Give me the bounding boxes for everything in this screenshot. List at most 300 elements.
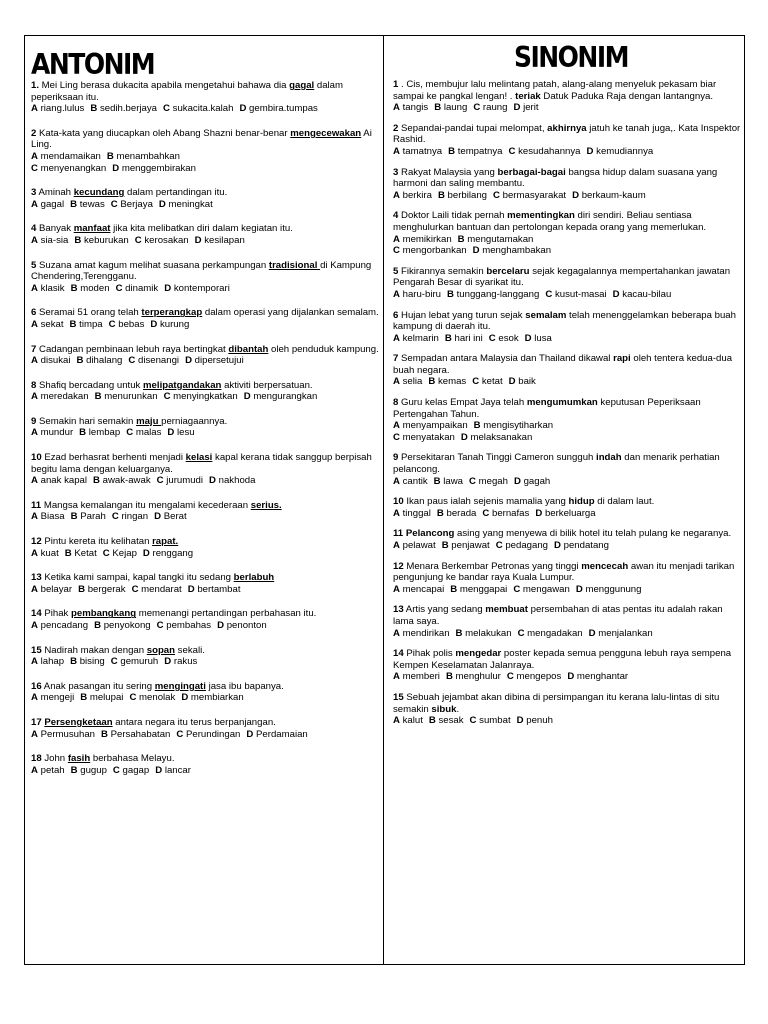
question-stem-end: poster kepada semua pengguna lebuh raya sempena Kempen Keselamatan Jalanraya. [393,648,732,671]
answer-option [135,235,189,246]
question-stem: Kata-kata yang diucapkan oleh Abang Shazni benar-benar [36,127,291,139]
option-text: bising [79,656,105,668]
option-text: mengisytiharkan [483,420,554,432]
question-stem-end: keputusan Peperiksaan Pertengahan Tahun. [393,397,701,420]
option-text: mengorbankan [402,245,467,257]
question-stem: Sebuah jejambat akan dibina di persimpangan itu kerana lalu-lintas di situ semakin [393,691,720,715]
answer-option [31,163,106,174]
sinonim-question [393,528,741,551]
question-stem: Banyak [36,223,74,235]
answer-option [576,584,642,595]
answer-option [458,234,534,245]
answer-option [244,391,318,402]
question-number: 14 [31,608,42,620]
answer-option [239,103,317,114]
antonim-question [31,753,379,776]
answer-option [181,692,243,703]
question-text [31,223,379,235]
answer-option [80,692,123,703]
option-letter: B [70,282,78,294]
option-letter: B [90,103,98,115]
option-letter: B [437,189,445,201]
option-letter: A [31,234,38,246]
option-letter: C [176,728,184,740]
question-text [393,648,741,671]
option-letter: A [31,198,38,210]
answer-option [434,102,467,113]
option-text: memikirkan [402,233,452,245]
question-number: 11 [31,499,42,511]
option-letter: A [393,583,400,595]
option-text: mundur [40,427,74,439]
option-text: mendamaikan [40,150,101,162]
question-stem-end: awan itu menjadi tarikan pengunjung ke bandar raya Kuala Lumpur. [393,560,735,584]
question-number: 10 [393,496,404,508]
sinonim-question [393,452,741,487]
answer-option [31,319,64,330]
option-text: Kejap [112,547,137,559]
option-text: penuh [526,715,553,727]
answer-options [31,355,379,367]
question-text [393,310,741,333]
answer-options [393,584,741,596]
option-text: bertambat [197,583,241,595]
answer-options [393,476,741,488]
option-text: menurunkan [104,391,158,403]
answer-option [31,355,70,366]
answer-options [31,729,379,741]
question-text [393,604,741,627]
option-letter: B [106,150,114,162]
keyword: melipatgandakan [143,379,222,391]
question-text [393,167,741,190]
option-letter: C [517,627,525,639]
option-text: menggembirakan [121,162,196,174]
question-number: 8 [393,397,399,409]
answer-options [393,420,741,432]
option-text: gagah [523,475,551,487]
option-text: penyokong [103,620,151,631]
question-text [31,500,379,512]
option-letter: A [393,288,400,300]
keyword: rapat. [152,536,179,548]
question-stem-end: jasa ibu bapanya. [205,680,284,692]
answer-option [509,146,581,157]
answer-options [31,511,379,523]
answer-options [393,102,741,114]
answer-option [111,656,158,667]
option-text: membiarkan [190,692,244,704]
question-stem: Suzana amat kagum melihat suasana perkampungan [36,259,269,271]
option-text: menambahkan [116,150,180,162]
option-text: baik [518,376,536,388]
option-text: pelawat [402,540,436,551]
option-letter: D [460,431,468,443]
answer-option [31,548,59,559]
answer-option [393,715,423,726]
answer-option [393,671,440,682]
question-number: 18 [31,753,42,765]
answer-option [445,333,483,344]
option-letter: D [185,355,192,367]
answer-option [587,146,654,157]
answer-options [393,715,741,727]
answer-option [31,765,65,776]
answer-options [393,376,741,388]
option-text: gembira.tumpas [249,103,318,115]
option-letter: B [428,376,436,388]
option-text: dinamik [125,282,159,294]
question-stem-end: antara negara itu terus berpanjangan. [112,716,276,728]
keyword: berbagai-bagai [497,166,566,178]
question-stem: Nadirah makan dengan [41,644,147,656]
keyword: dibantah [228,343,269,355]
answer-option [461,432,532,443]
question-stem-end: Ai Ling. [31,127,372,151]
option-letter: D [158,198,166,210]
option-text: lesu [177,427,195,439]
option-text: menggunung [585,583,642,595]
option-letter: C [102,547,110,559]
option-text: menolak [139,692,176,704]
option-text: riang.lulus [40,103,85,115]
option-letter: A [31,475,38,487]
option-letter: D [187,583,195,595]
answer-option [437,508,476,519]
answer-option [469,476,508,487]
option-text: kontemporari [173,282,230,294]
keyword: maju [136,415,162,427]
option-letter: D [612,288,620,300]
option-text: sumbat [479,715,511,727]
option-text: melaksanakan [470,431,533,443]
question-text [393,397,741,420]
worksheet-frame [24,35,745,965]
answer-option [157,475,203,486]
option-text: raung [482,102,508,114]
question-text [31,416,379,428]
antonim-question [31,500,379,523]
answer-option [157,620,211,631]
option-letter: A [31,728,38,740]
option-text: rakus [173,656,198,668]
option-text: menghulur [455,671,501,683]
answer-option [517,715,553,726]
question-number: 5 [393,265,399,277]
option-letter: A [393,102,400,114]
answer-option [70,319,103,330]
option-text: menyampaikan [402,420,468,432]
option-text: gagap [122,764,150,776]
question-number: 1. [31,80,40,91]
option-text: pedagang [505,540,548,551]
option-text: ketat [481,376,503,388]
keyword: sibuk [431,703,457,715]
answer-option [450,584,507,595]
question-stem-end: aktiviti berpersatuan. [221,379,313,391]
question-stem: . Cis, membujur lalu melintang patah, alang-alang menyeluk pekasam biar sampai ke pangkal lengan! . [393,79,717,102]
keyword: manfaat [73,223,111,235]
question-text [393,266,741,289]
question-stem-end: oleh penduduk kampung. [268,343,379,355]
keyword: mengingati [154,680,206,692]
question-stem-end: bangsa hidup dalam suasana yang harmoni dan saling membantu. [393,166,718,190]
answer-option [164,391,238,402]
question-stem: Ketika kami sampai, kapal tangki itu sedang [41,572,234,584]
option-letter: B [450,583,458,595]
answer-options [31,427,379,439]
question-number: 9 [393,452,399,464]
answer-option [154,511,187,522]
option-letter: C [508,145,516,157]
option-text: haru-biru [402,288,442,300]
antonim-question [31,645,379,668]
option-letter: A [31,103,38,115]
question-stem-end: dalam pertandingan itu. [124,187,228,199]
question-text [393,692,741,715]
question-stem-end: jika kita melibatkan diri dalam kegiatan itu. [110,223,293,235]
option-letter: D [209,475,216,487]
option-text: mengepos [516,671,562,683]
option-text: tunggang-langgang [456,288,540,300]
answer-option [71,283,110,294]
question-number: 3 [31,187,37,199]
option-text: laung [443,102,468,114]
option-letter: C [128,355,136,367]
question-stem-end: sekali. [175,644,205,656]
answer-option [434,476,463,487]
question-stem: Hujan lebat yang turun sejak [398,309,526,321]
option-letter: A [31,656,38,668]
question-stem: Sepandai-pandai tupai melompat, [398,122,548,134]
option-text: esok [498,332,519,344]
option-letter: C [31,162,38,174]
question-number: 6 [31,307,37,319]
option-letter: B [428,715,436,727]
answer-option [95,391,158,402]
antonim-question [31,452,379,487]
answer-option [217,620,267,631]
question-text [393,79,741,102]
answer-option [393,146,442,157]
question-stem: Doktor Laili tidak pernah [398,210,508,222]
answer-options [393,333,741,345]
answer-option [513,584,570,595]
option-letter: C [156,475,164,487]
option-letter: A [393,332,400,344]
option-text: Perdamaian [256,728,308,740]
answer-option [482,508,529,519]
keyword: mementingkan [507,210,575,222]
antonim-question [31,717,379,740]
answer-options [393,508,741,520]
antonim-question-list [31,80,379,776]
option-text: disenangi [137,355,180,367]
option-text: anak kapal [40,475,88,487]
option-letter: A [393,145,400,157]
keyword: berlabuh [233,572,275,584]
keyword: membuat [485,604,528,616]
answer-option [93,475,151,486]
option-letter: B [445,671,453,683]
sinonim-question [393,266,741,301]
option-text: kacau-bilau [622,288,672,300]
option-letter: A [31,511,38,523]
option-letter: A [393,420,400,432]
option-text: Parah [80,511,106,523]
question-stem: Pihak [41,608,72,620]
option-letter: D [239,103,247,115]
answer-option [31,511,65,522]
answer-options [31,475,379,487]
option-text: berkira [402,189,432,201]
answer-option [393,508,431,519]
answer-options [31,765,379,777]
option-letter: A [393,540,400,551]
question-text [31,80,379,103]
option-letter: D [194,234,202,246]
question-number: 8 [31,379,37,391]
question-number: 14 [393,648,404,660]
question-stem-end: dan menarik perhatian pelancong. [393,452,720,476]
answer-option [31,283,65,294]
answer-options [31,283,379,295]
option-letter: A [31,355,38,367]
option-text: mendirikan [402,627,450,639]
question-number: 11 [393,528,404,540]
answer-option [31,103,84,114]
option-text: sesak [438,715,464,727]
keyword: Pelancong [405,528,455,540]
keyword: rapi [613,353,631,365]
option-letter: D [554,540,561,551]
option-text: renggang [152,547,194,559]
option-letter: A [393,671,400,683]
answer-option [393,234,452,245]
option-letter: D [535,507,543,519]
option-text: Persahabatan [110,728,171,740]
question-stem: John [41,753,68,765]
sinonim-question [393,648,741,683]
option-text: mengurangkan [253,391,318,403]
sinonim-question [393,123,741,158]
sinonim-question [393,310,741,345]
keyword: teriak [515,90,541,102]
option-letter: A [31,583,38,595]
option-letter: B [76,355,84,367]
option-text: lahap [40,656,65,668]
question-stem: Semakin hari semakin [36,415,137,427]
answer-option [150,319,189,330]
answer-option [126,427,161,438]
answer-option [112,163,196,174]
sinonim-question [393,496,741,519]
antonim-question [31,260,379,295]
option-text: gagal [40,198,65,210]
question-number: 16 [31,680,42,692]
option-letter: C [393,245,400,257]
answer-options [31,391,379,403]
answer-option [159,199,213,210]
answer-option [70,199,105,210]
answer-option [428,376,466,387]
answer-options [31,235,379,247]
option-text: gemuruh [120,656,159,668]
option-letter: D [150,318,158,330]
question-text [31,307,379,319]
question-text [31,645,379,657]
question-stem-end: . [456,703,460,715]
answer-option [31,391,89,402]
option-letter: C [469,475,476,487]
antonim-question [31,128,379,174]
question-stem: Mei Ling berasa dukacita apabila mengetahui bahawa dia [39,80,290,91]
option-letter: D [524,332,532,344]
option-letter: C [115,282,123,294]
option-letter: A [31,318,38,330]
option-text: mengeji [40,692,75,704]
answer-option [393,584,444,595]
answer-option [525,333,552,344]
option-text: mengadakan [527,627,583,639]
option-text: pencadang [40,620,89,631]
option-letter: C [156,620,164,631]
option-text: klasik [40,282,65,294]
question-text [393,210,741,233]
option-text: tempatnya [457,145,503,157]
option-letter: D [154,511,162,523]
question-text [31,452,379,475]
answer-option [31,475,87,486]
question-number: 12 [31,536,42,548]
option-text: cantik [402,475,428,487]
answer-option [567,671,628,682]
antonim-question [31,681,379,704]
option-text: berkaum-kaum [581,189,646,201]
option-text: kalut [402,715,423,727]
question-stem-end: diri sendiri. Beliau sentiasa menghulurkan bantuan dan pertolongan kepada orang yang memerlukan. [393,210,707,233]
option-letter: D [586,145,594,157]
answer-option [509,376,536,387]
question-text [393,123,741,146]
option-text: lawa [443,475,464,487]
sinonim-question [393,604,741,639]
answer-option [71,765,107,776]
question-number: 3 [393,166,399,178]
question-stem: Anak pasangan itu sering [41,680,155,692]
answer-option [393,333,439,344]
option-letter: D [513,102,521,114]
option-text: lancar [164,764,191,776]
keyword: mencecah [581,560,629,572]
antonim-title: ANTONIM [31,47,155,82]
option-letter: D [588,627,596,639]
question-stem: Fikirannya semakin [398,265,487,277]
answer-option [472,376,502,387]
option-text: jerit [523,102,539,114]
option-letter: B [64,547,72,559]
question-stem-end: di dalam laut. [594,496,655,508]
question-text [31,187,379,199]
option-letter: B [70,656,78,668]
option-text: Ketat [74,547,97,559]
sinonim-question [393,353,741,388]
question-stem: Persekitaran Tanah Tinggi Cameron sungguh [398,452,597,464]
option-letter: B [444,332,452,344]
question-stem-end: persembahan di atas pentas itu adalah rakan lama saya. [393,604,723,627]
question-stem: Menara Berkembar Petronas yang tinggi [403,560,582,572]
option-text: malas [135,427,162,439]
